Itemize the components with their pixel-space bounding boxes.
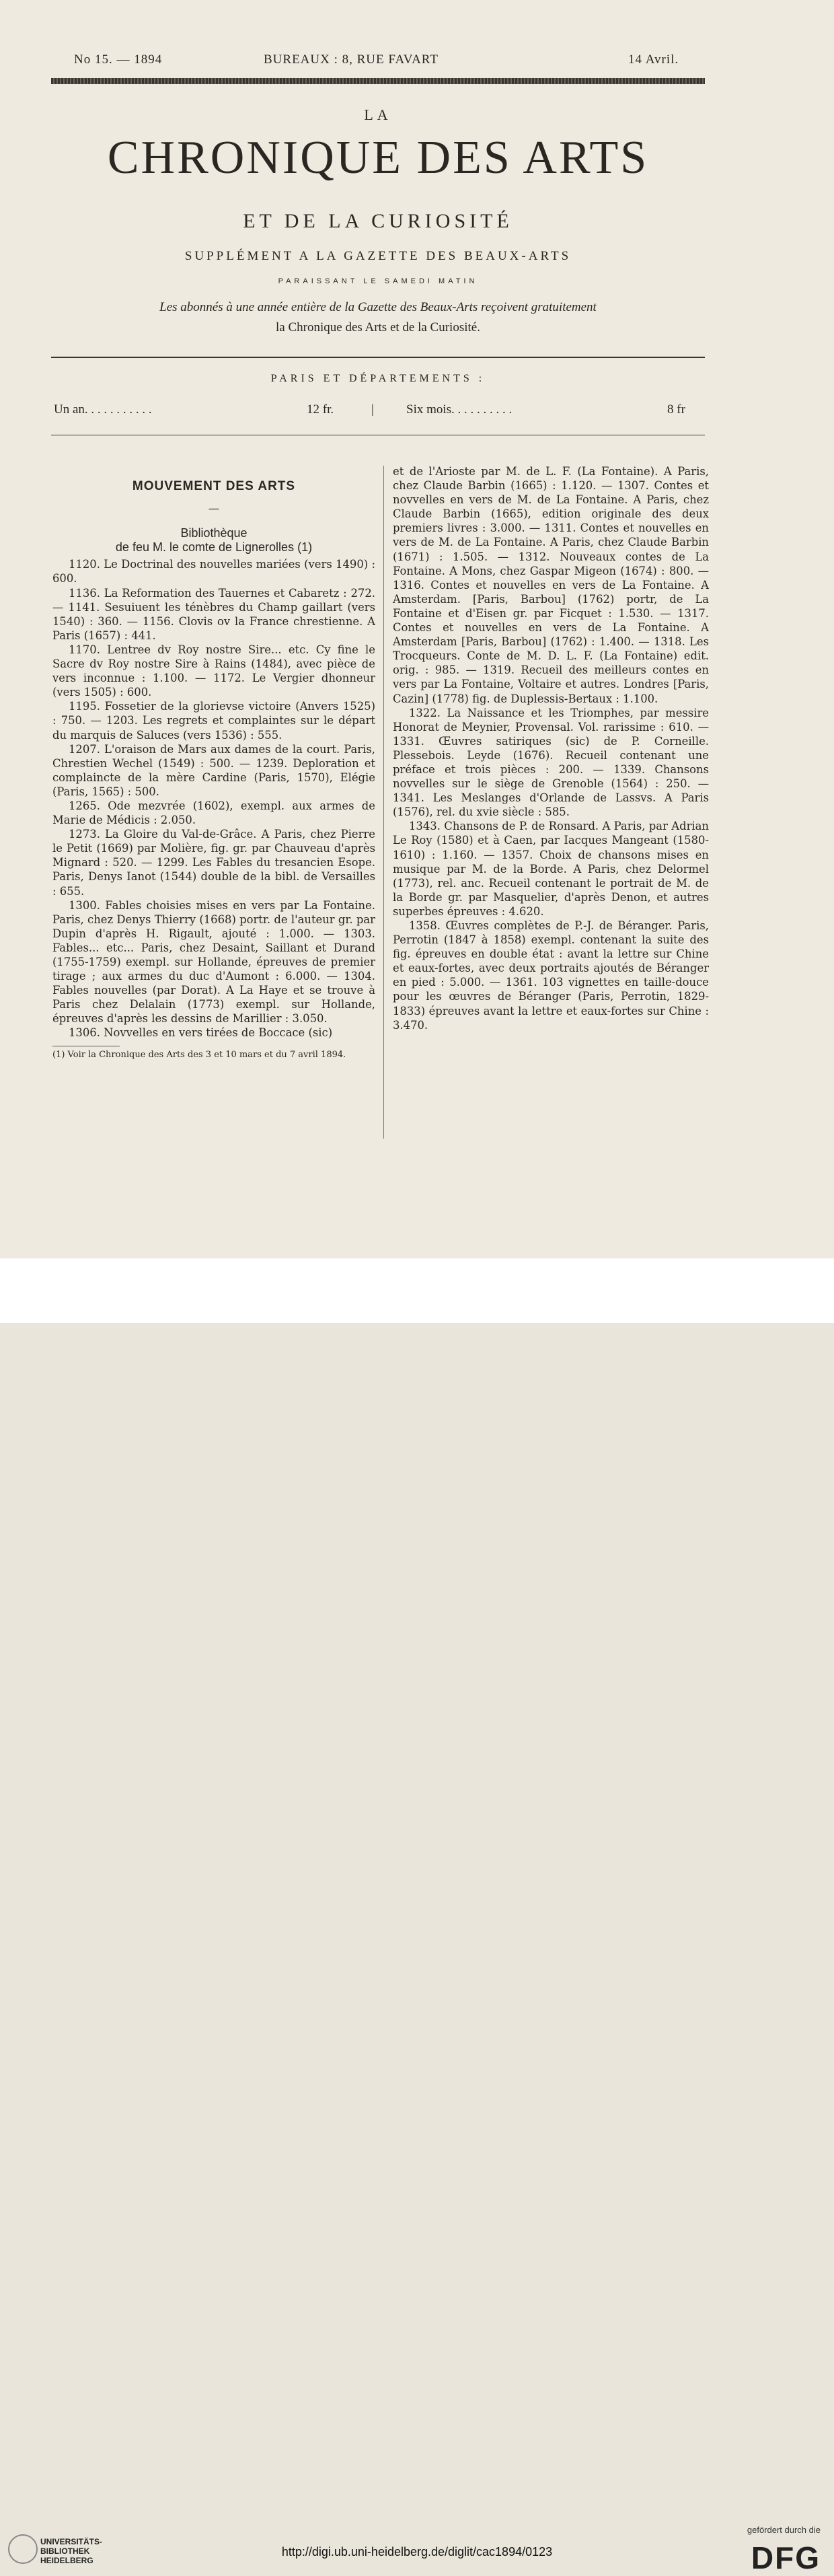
price-six-label: Six mois. . . . . . . . . . (406, 402, 513, 417)
paragraph: et de l'Arioste par M. de L. F. (La Fontaine). A Paris, chez Claude Barbin (1665) : 1.120. — 1307. Contes et novvelles en vers de M. de La Fontaine. A Paris, chez Claude Barbin (1665), edition originale des deux premiers livres : 3.000. — 1311. Contes et nouvelles en vers de M. de La Fontaine. A Paris, chez Claude Barbin (1671) : 1.505. — 1312. Nouveaux contes de La Fontaine. A Mons, chez Gaspar Migeon (1674) : 800. — 1316. Contes et nouvelles en vers de La Fontaine. A Amsterdam. [Paris, Barbou] (1762) portr, de La Fontaine et d'Eisen gr. par Ficquet : 1.530. — 1317. Contes et nouvelles en vers de La Fontaine. A Amsterdam [Paris, Barbou] (1762) : 1.400. — 1318. Les Trocqueurs. Conte de M. D. L. F. (La Fontaine) edit. orig. : 985. — 1319. Recueil des meilleurs contes en vers par La Fontaine, Voltaire et autres. Londres [Paris, Cazin] (1778) fig. de Duplessis-Bertaux : 1.100. (393, 465, 709, 705)
left-column (52, 471, 375, 1061)
subscribers-note-line2: la Chronique des Arts et de la Curiosité. (276, 320, 480, 334)
source-url[interactable]: http://digi.ub.uni-heidelberg.de/diglit/cac1894/0123 (281, 2545, 553, 2559)
subscribers-note-line1: Les abonnés à une année entière de la Gazette des Beaux-Arts reçoivent gratuitement (159, 300, 597, 314)
dfg-logo: DFG (751, 2540, 821, 2575)
paragraph: 1273. La Gloire du Val-de-Grâce. A Paris, chez Pierre le Petit (1669) par Molière, fig. gr. par Chauveau d'après Mignard : 520. — 1299. Les Fables du tresancien Esope. Paris, Denys Ianot (1544) double de la bibl. de Versailles : 655. (52, 828, 375, 898)
section-title: MOUVEMENT DES ARTS (132, 479, 296, 493)
masthead-supplement: SUPPLÉMENT A LA GAZETTE DES BEAUX-ARTS (184, 249, 572, 263)
price-year-value: 12 fr. (307, 402, 334, 417)
issue-date: 14 Avril. (628, 52, 679, 67)
paragraph: 1343. Chansons de P. de Ronsard. A Paris, par Adrian Le Roy (1580) et à Caen, par Iacques Mangeant (1580-1610) : 1.160. — 1357. Choix de chansons mises en musique par M. de la Borde. A Paris, chez Delormel (1773), rel. anc. Recueil contenant le portrait de M. de la Borde gr. par Masquelier, d'après Denon, et autres superbes épreuves : 4.620. (393, 820, 709, 918)
masthead-la: LA (364, 106, 392, 123)
paragraph: 1170. Lentree dv Roy nostre Sire... etc. Cy fine le Sacre dv Roy nostre Sire à Rains (1484), avec pièce de vers inconnue : 1.100. — 1172. Le Vergier dhonneur (vers 1505) : 600. (52, 643, 375, 699)
price-separator: | (371, 402, 374, 417)
library-title: Bibliothèque (180, 526, 248, 540)
paragraph: 1136. La Reformation des Tauernes et Cabaretz : 272. — 1141. Sesuiuent les ténèbres du Champ gaillart (vers 1540) : 360. — 1156. Clovis ov la France chrestienne. A Paris (1657) : 441. (52, 586, 375, 642)
masthead-subtitle: ET DE LA CURIOSITÉ (243, 210, 513, 232)
header-rule (51, 78, 705, 84)
library-subtitle: de feu M. le comte de Lignerolles (1) (115, 540, 313, 554)
paragraph: 1207. L'oraison de Mars aux dames de la court. Paris, Chrestien Wechel (1549) : 500. — 1239. Deploration et complaincte de la mère Cardine (Paris, 1570), Elégie (Paris, 1565) : 500. (52, 742, 375, 798)
masthead-parution: PARAISSANT LE SAMEDI MATIN (278, 277, 478, 285)
paragraph: 1195. Fossetier de la glorievse victoire (Anvers 1525) : 750. — 1203. Les regrets et complaintes sur le départ du marquis de Saluces (vers 1536) : 555. (52, 700, 375, 742)
dfg-label: gefördert durch die (747, 2525, 821, 2535)
divider-rule (51, 357, 705, 358)
footnote: (1) Voir la Chronique des Arts des 3 et 10 mars et du 7 avril 1894. (52, 1049, 346, 1060)
masthead-title: CHRONIQUE DES ARTS (107, 132, 649, 184)
pricing-heading: PARIS ET DÉPARTEMENTS : (270, 373, 486, 384)
newspaper-page (0, 0, 834, 1258)
section-dash: — (208, 502, 220, 515)
column-divider (383, 466, 384, 1139)
paragraph: 1300. Fables choisies mises en vers par La Fontaine. Paris, chez Denys Thierry (1668) portr. de l'auteur gr. par Dupin d'après H. Rigault, ajouté : 1.000. — 1303. Fables... etc... Paris, chez Desaint, Saillant et Durand (1755-1759) exempl. sur Hollande, épreuves de premier tirage ; aux armes du duc d'Aumont : 6.000. — 1304. Fables nouvelles (par Dorat). A La Haye et se trouve à Paris chez Delalain (1773) exempl. sur Hollande, épreuves d'après les dessins de Marillier : 3.050. (52, 898, 375, 1026)
paragraph: 1358. Œuvres complètes de P.-J. de Béranger. Paris, Perrotin (1847 à 1858) exempl. contenant la suite des fig. épreuves en double état : avant la lettre sur Chine et eaux-fortes, avec deux portraits ajoutés de Béranger en pied : 5.000. — 1361. 103 vignettes en taille-douce pour les œuvres de Béranger (Paris, Perrotin, 1829-1833) épreuves avant la lettre et eaux-fortes sur Chine : 3.470. (393, 919, 709, 1032)
paragraph: 1322. La Naissance et les Triomphes, par messire Honorat de Meynier, Provensal. Vol. rarissime : 610. — 1331. Œuvres satiriques (sic) de P. Corneille. Plessebois. Leyde (1676). Recueil contenant une préface et trois pièces : 200. — 1339. Chansons novvelles sur le siège de Grenoble (1564) : 250. — 1341. Les Meslanges d'Orlande de Lassvs. A Paris (1576), rel. du xvie siècle : 585. (393, 706, 709, 819)
paragraph: 1306. Novvelles en vers tirées de Boccace (sic) (69, 1026, 333, 1040)
university-name: UNIVERSITÄTS- BIBLIOTHEK HEIDELBERG (40, 2537, 103, 2565)
issue-number: No 15. — 1894 (74, 52, 163, 67)
digitization-footer (0, 1258, 834, 2575)
right-column (393, 464, 709, 1032)
paragraph: 1120. Le Doctrinal des nouvelles mariées (vers 1490) : 600. (52, 558, 375, 585)
paragraph: 1265. Ode mezvrée (1602), exempl. aux armes de Marie de Médicis : 2.050. (52, 799, 375, 827)
bureaux-address: BUREAUX : 8, RUE FAVART (264, 52, 439, 67)
price-six-value: 8 fr (667, 402, 685, 417)
price-year-label: Un an. . . . . . . . . . . (54, 402, 152, 417)
